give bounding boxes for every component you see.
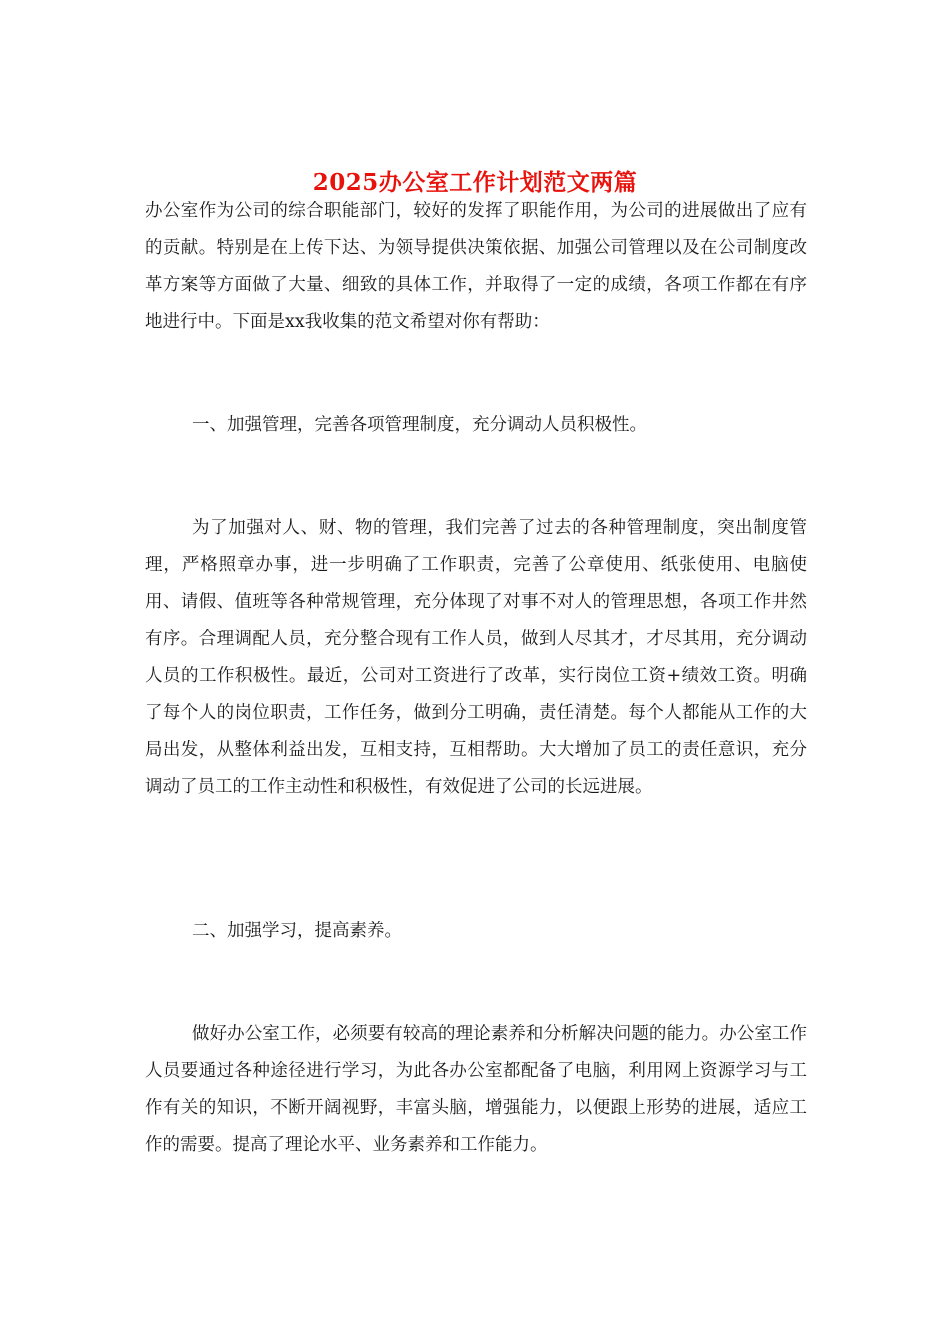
section1-body: 为了加强对人、财、物的管理，我们完善了过去的各种管理制度，突出制度管理，严格照章办事，进一步明确了工作职责，完善了公章使用、纸张使用、电脑使用、请假、值班等各种常规管理，充分体现了对事不对人的管理思想，各项工作井然有序。合理调配人员，充分整合现有工作人员，做到人尽其才，才尽其用，充分调动人员的工作积极性。最近，公司对工资进行了改革，实行岗位工资+绩效工资。明确了每个人的岗位职责，工作任务，做到分工明确，责任清楚。每个人都能从工作的大局出发，从整体利益出发，互相支持，互相帮助。大大增加了员工的责任意识，充分调动了员工的工作主动性和积极性，有效促进了公司的长远进展。 <box>145 518 807 797</box>
section2-body: 做好办公室工作，必须要有较高的理论素养和分析解决问题的能力。办公室工作人员要通过各种途径进行学习，为此各办公室都配备了电脑，利用网上资源学习与工作有关的知识，不断开阔视野，丰富头脑，增强能力，以便跟上形势的进展，适应工作的需要。提高了理论水平、业务素养和工作能力。 <box>145 1024 807 1155</box>
section1-heading: 一、加强管理，完善各项管理制度，充分调动人员积极性。 <box>192 415 647 435</box>
intro-paragraph: 办公室作为公司的综合职能部门，较好的发挥了职能作用，为公司的进展做出了应有的贡献。特别是在上传下达、为领导提供决策依据、加强公司管理以及在公司制度改革方案等方面做了大量、细致的具体工作，并取得了一定的成绩，各项工作都在有序地进行中。下面是xx我收集的范文希望对你有帮助： <box>145 201 807 332</box>
document-title: 2025办公室工作计划范文两篇 <box>312 169 638 197</box>
section2-heading: 二、加强学习，提高素养。 <box>192 921 402 941</box>
